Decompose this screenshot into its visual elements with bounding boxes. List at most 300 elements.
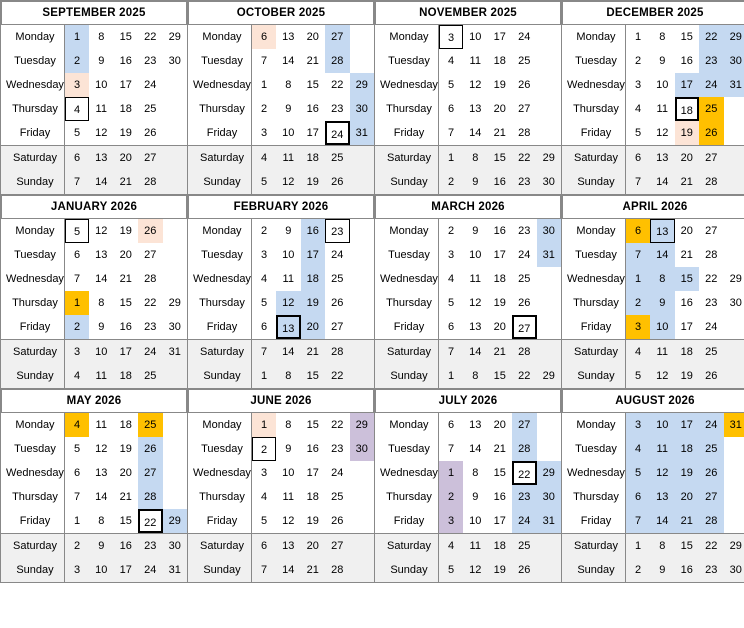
date-cell[interactable]	[537, 509, 562, 534]
date-cell[interactable]	[675, 534, 700, 559]
date-cell[interactable]	[650, 558, 675, 582]
date-cell[interactable]	[138, 49, 163, 73]
date-cell[interactable]	[699, 146, 724, 171]
date-cell[interactable]	[138, 170, 163, 194]
date-cell[interactable]	[724, 25, 744, 49]
date-cell[interactable]	[350, 73, 375, 97]
date-cell[interactable]	[699, 534, 724, 559]
date-cell[interactable]	[163, 534, 188, 559]
date-cell[interactable]	[463, 364, 488, 388]
date-cell[interactable]	[301, 267, 326, 291]
date-cell[interactable]	[276, 219, 301, 243]
date-cell[interactable]	[89, 219, 114, 243]
date-cell[interactable]	[650, 146, 675, 171]
date-cell[interactable]	[724, 49, 744, 73]
date-cell[interactable]	[439, 340, 464, 365]
date-cell[interactable]	[301, 413, 326, 437]
date-cell[interactable]	[439, 534, 464, 559]
date-cell[interactable]	[626, 509, 651, 534]
date-cell[interactable]	[252, 437, 277, 461]
date-cell[interactable]	[463, 170, 488, 194]
date-cell[interactable]	[675, 558, 700, 582]
date-cell[interactable]	[252, 340, 277, 365]
date-cell[interactable]	[724, 413, 744, 437]
date-cell[interactable]	[65, 364, 90, 388]
date-cell[interactable]	[114, 558, 139, 582]
date-cell[interactable]	[675, 219, 700, 243]
date-cell[interactable]	[325, 461, 350, 485]
date-cell[interactable]	[114, 170, 139, 194]
date-cell[interactable]	[512, 267, 537, 291]
date-cell[interactable]	[252, 315, 277, 340]
date-cell[interactable]	[138, 73, 163, 97]
date-cell[interactable]	[626, 534, 651, 559]
date-cell[interactable]	[675, 146, 700, 171]
date-cell[interactable]	[626, 25, 651, 49]
date-cell[interactable]	[276, 267, 301, 291]
date-cell[interactable]	[65, 413, 90, 437]
date-cell[interactable]	[114, 73, 139, 97]
date-cell[interactable]	[252, 25, 277, 49]
date-cell[interactable]	[439, 267, 464, 291]
date-cell[interactable]	[138, 315, 163, 340]
date-cell[interactable]	[488, 267, 513, 291]
date-cell[interactable]	[276, 364, 301, 388]
date-cell[interactable]	[65, 485, 90, 509]
date-cell[interactable]	[325, 146, 350, 171]
date-cell[interactable]	[463, 121, 488, 146]
date-cell[interactable]	[301, 219, 326, 243]
date-cell[interactable]	[699, 73, 724, 97]
date-cell[interactable]	[276, 291, 301, 315]
date-cell[interactable]	[163, 315, 188, 340]
date-cell[interactable]	[675, 364, 700, 388]
date-cell[interactable]	[699, 291, 724, 315]
date-cell[interactable]	[439, 364, 464, 388]
date-cell[interactable]	[439, 73, 464, 97]
date-cell[interactable]	[488, 170, 513, 194]
date-cell[interactable]	[301, 146, 326, 171]
date-cell[interactable]	[439, 461, 464, 485]
date-cell[interactable]	[89, 291, 114, 315]
date-cell[interactable]	[325, 170, 350, 194]
date-cell[interactable]	[650, 25, 675, 49]
date-cell[interactable]	[114, 364, 139, 388]
date-cell[interactable]	[89, 170, 114, 194]
date-cell[interactable]	[675, 49, 700, 73]
date-cell[interactable]	[252, 73, 277, 97]
date-cell[interactable]	[301, 364, 326, 388]
date-cell[interactable]	[252, 267, 277, 291]
date-cell[interactable]	[488, 509, 513, 534]
date-cell[interactable]	[301, 291, 326, 315]
date-cell[interactable]	[512, 73, 537, 97]
date-cell[interactable]	[350, 413, 375, 437]
date-cell[interactable]	[89, 267, 114, 291]
date-cell[interactable]	[626, 49, 651, 73]
date-cell[interactable]	[65, 243, 90, 267]
date-cell[interactable]	[488, 291, 513, 315]
date-cell[interactable]	[325, 340, 350, 365]
date-cell[interactable]	[650, 219, 675, 243]
date-cell[interactable]	[439, 243, 464, 267]
date-cell[interactable]	[626, 558, 651, 582]
date-cell[interactable]	[488, 413, 513, 437]
date-cell[interactable]	[325, 73, 350, 97]
date-cell[interactable]	[114, 461, 139, 485]
date-cell[interactable]	[114, 437, 139, 461]
date-cell[interactable]	[114, 534, 139, 559]
date-cell[interactable]	[163, 509, 188, 534]
date-cell[interactable]	[626, 170, 651, 194]
date-cell[interactable]	[163, 558, 188, 582]
date-cell[interactable]	[675, 413, 700, 437]
date-cell[interactable]	[699, 461, 724, 485]
date-cell[interactable]	[463, 413, 488, 437]
date-cell[interactable]	[89, 340, 114, 365]
date-cell[interactable]	[252, 219, 277, 243]
date-cell[interactable]	[650, 315, 675, 340]
date-cell[interactable]	[512, 534, 537, 559]
date-cell[interactable]	[325, 558, 350, 582]
date-cell[interactable]	[276, 315, 301, 340]
date-cell[interactable]	[626, 243, 651, 267]
date-cell[interactable]	[138, 146, 163, 171]
date-cell[interactable]	[626, 340, 651, 365]
date-cell[interactable]	[650, 291, 675, 315]
date-cell[interactable]	[512, 219, 537, 243]
date-cell[interactable]	[675, 291, 700, 315]
date-cell[interactable]	[439, 315, 464, 340]
date-cell[interactable]	[65, 437, 90, 461]
date-cell[interactable]	[89, 243, 114, 267]
date-cell[interactable]	[252, 49, 277, 73]
date-cell[interactable]	[537, 243, 562, 267]
date-cell[interactable]	[488, 534, 513, 559]
date-cell[interactable]	[512, 97, 537, 121]
date-cell[interactable]	[650, 340, 675, 365]
date-cell[interactable]	[626, 73, 651, 97]
date-cell[interactable]	[301, 340, 326, 365]
date-cell[interactable]	[138, 461, 163, 485]
date-cell[interactable]	[512, 364, 537, 388]
date-cell[interactable]	[650, 121, 675, 146]
date-cell[interactable]	[699, 97, 724, 121]
date-cell[interactable]	[252, 461, 277, 485]
date-cell[interactable]	[463, 25, 488, 49]
date-cell[interactable]	[325, 219, 350, 243]
date-cell[interactable]	[276, 243, 301, 267]
date-cell[interactable]	[138, 485, 163, 509]
date-cell[interactable]	[138, 558, 163, 582]
date-cell[interactable]	[301, 558, 326, 582]
date-cell[interactable]	[276, 49, 301, 73]
date-cell[interactable]	[439, 558, 464, 582]
date-cell[interactable]	[650, 170, 675, 194]
date-cell[interactable]	[252, 170, 277, 194]
date-cell[interactable]	[439, 146, 464, 171]
date-cell[interactable]	[699, 340, 724, 365]
date-cell[interactable]	[675, 25, 700, 49]
date-cell[interactable]	[488, 485, 513, 509]
date-cell[interactable]	[463, 437, 488, 461]
date-cell[interactable]	[724, 534, 744, 559]
date-cell[interactable]	[276, 534, 301, 559]
date-cell[interactable]	[650, 509, 675, 534]
date-cell[interactable]	[89, 558, 114, 582]
date-cell[interactable]	[537, 219, 562, 243]
date-cell[interactable]	[626, 437, 651, 461]
date-cell[interactable]	[626, 485, 651, 509]
date-cell[interactable]	[350, 121, 375, 146]
date-cell[interactable]	[675, 267, 700, 291]
date-cell[interactable]	[488, 121, 513, 146]
date-cell[interactable]	[252, 485, 277, 509]
date-cell[interactable]	[463, 73, 488, 97]
date-cell[interactable]	[626, 291, 651, 315]
date-cell[interactable]	[650, 413, 675, 437]
date-cell[interactable]	[650, 97, 675, 121]
date-cell[interactable]	[512, 121, 537, 146]
date-cell[interactable]	[350, 97, 375, 121]
date-cell[interactable]	[89, 509, 114, 534]
date-cell[interactable]	[650, 49, 675, 73]
date-cell[interactable]	[138, 413, 163, 437]
date-cell[interactable]	[89, 315, 114, 340]
date-cell[interactable]	[512, 340, 537, 365]
date-cell[interactable]	[439, 219, 464, 243]
date-cell[interactable]	[325, 364, 350, 388]
date-cell[interactable]	[626, 121, 651, 146]
date-cell[interactable]	[463, 219, 488, 243]
date-cell[interactable]	[675, 315, 700, 340]
date-cell[interactable]	[650, 243, 675, 267]
date-cell[interactable]	[463, 485, 488, 509]
date-cell[interactable]	[252, 121, 277, 146]
date-cell[interactable]	[138, 25, 163, 49]
date-cell[interactable]	[650, 267, 675, 291]
date-cell[interactable]	[301, 243, 326, 267]
date-cell[interactable]	[650, 534, 675, 559]
date-cell[interactable]	[114, 267, 139, 291]
date-cell[interactable]	[65, 315, 90, 340]
date-cell[interactable]	[89, 461, 114, 485]
date-cell[interactable]	[276, 461, 301, 485]
date-cell[interactable]	[325, 267, 350, 291]
date-cell[interactable]	[65, 558, 90, 582]
date-cell[interactable]	[138, 267, 163, 291]
date-cell[interactable]	[699, 49, 724, 73]
date-cell[interactable]	[626, 364, 651, 388]
date-cell[interactable]	[699, 485, 724, 509]
date-cell[interactable]	[65, 219, 90, 243]
date-cell[interactable]	[65, 146, 90, 171]
date-cell[interactable]	[114, 413, 139, 437]
date-cell[interactable]	[488, 364, 513, 388]
date-cell[interactable]	[65, 509, 90, 534]
date-cell[interactable]	[65, 461, 90, 485]
date-cell[interactable]	[114, 315, 139, 340]
date-cell[interactable]	[439, 413, 464, 437]
date-cell[interactable]	[350, 437, 375, 461]
date-cell[interactable]	[488, 73, 513, 97]
date-cell[interactable]	[89, 73, 114, 97]
date-cell[interactable]	[512, 437, 537, 461]
date-cell[interactable]	[325, 534, 350, 559]
date-cell[interactable]	[114, 97, 139, 121]
date-cell[interactable]	[626, 267, 651, 291]
date-cell[interactable]	[537, 170, 562, 194]
date-cell[interactable]	[463, 558, 488, 582]
date-cell[interactable]	[537, 485, 562, 509]
date-cell[interactable]	[276, 413, 301, 437]
date-cell[interactable]	[488, 49, 513, 73]
date-cell[interactable]	[699, 509, 724, 534]
date-cell[interactable]	[89, 437, 114, 461]
date-cell[interactable]	[276, 558, 301, 582]
date-cell[interactable]	[276, 170, 301, 194]
date-cell[interactable]	[301, 97, 326, 121]
date-cell[interactable]	[488, 97, 513, 121]
date-cell[interactable]	[276, 121, 301, 146]
date-cell[interactable]	[301, 509, 326, 534]
date-cell[interactable]	[512, 558, 537, 582]
date-cell[interactable]	[439, 437, 464, 461]
date-cell[interactable]	[252, 558, 277, 582]
date-cell[interactable]	[325, 49, 350, 73]
date-cell[interactable]	[512, 25, 537, 49]
date-cell[interactable]	[276, 97, 301, 121]
date-cell[interactable]	[724, 291, 744, 315]
date-cell[interactable]	[675, 170, 700, 194]
date-cell[interactable]	[65, 73, 90, 97]
date-cell[interactable]	[463, 509, 488, 534]
date-cell[interactable]	[163, 49, 188, 73]
date-cell[interactable]	[89, 121, 114, 146]
date-cell[interactable]	[138, 121, 163, 146]
date-cell[interactable]	[163, 25, 188, 49]
date-cell[interactable]	[699, 413, 724, 437]
date-cell[interactable]	[325, 437, 350, 461]
date-cell[interactable]	[114, 340, 139, 365]
date-cell[interactable]	[114, 219, 139, 243]
date-cell[interactable]	[163, 340, 188, 365]
date-cell[interactable]	[463, 49, 488, 73]
date-cell[interactable]	[512, 413, 537, 437]
date-cell[interactable]	[301, 485, 326, 509]
date-cell[interactable]	[463, 340, 488, 365]
date-cell[interactable]	[439, 97, 464, 121]
date-cell[interactable]	[138, 340, 163, 365]
date-cell[interactable]	[650, 364, 675, 388]
date-cell[interactable]	[675, 437, 700, 461]
date-cell[interactable]	[325, 25, 350, 49]
date-cell[interactable]	[626, 219, 651, 243]
date-cell[interactable]	[699, 267, 724, 291]
date-cell[interactable]	[276, 485, 301, 509]
date-cell[interactable]	[463, 243, 488, 267]
date-cell[interactable]	[138, 437, 163, 461]
date-cell[interactable]	[252, 97, 277, 121]
date-cell[interactable]	[699, 25, 724, 49]
date-cell[interactable]	[138, 291, 163, 315]
date-cell[interactable]	[138, 219, 163, 243]
date-cell[interactable]	[463, 291, 488, 315]
date-cell[interactable]	[650, 73, 675, 97]
date-cell[interactable]	[276, 25, 301, 49]
date-cell[interactable]	[325, 243, 350, 267]
date-cell[interactable]	[138, 509, 163, 534]
date-cell[interactable]	[675, 509, 700, 534]
date-cell[interactable]	[301, 437, 326, 461]
date-cell[interactable]	[138, 534, 163, 559]
date-cell[interactable]	[114, 291, 139, 315]
date-cell[interactable]	[488, 461, 513, 485]
date-cell[interactable]	[439, 170, 464, 194]
date-cell[interactable]	[252, 364, 277, 388]
date-cell[interactable]	[114, 146, 139, 171]
date-cell[interactable]	[463, 146, 488, 171]
date-cell[interactable]	[276, 340, 301, 365]
date-cell[interactable]	[626, 413, 651, 437]
date-cell[interactable]	[512, 509, 537, 534]
date-cell[interactable]	[724, 558, 744, 582]
date-cell[interactable]	[626, 461, 651, 485]
date-cell[interactable]	[675, 461, 700, 485]
date-cell[interactable]	[626, 97, 651, 121]
date-cell[interactable]	[252, 146, 277, 171]
date-cell[interactable]	[699, 437, 724, 461]
date-cell[interactable]	[65, 291, 90, 315]
date-cell[interactable]	[488, 315, 513, 340]
date-cell[interactable]	[463, 315, 488, 340]
date-cell[interactable]	[650, 485, 675, 509]
date-cell[interactable]	[114, 25, 139, 49]
date-cell[interactable]	[276, 146, 301, 171]
date-cell[interactable]	[138, 364, 163, 388]
date-cell[interactable]	[276, 73, 301, 97]
date-cell[interactable]	[488, 25, 513, 49]
date-cell[interactable]	[325, 121, 350, 146]
date-cell[interactable]	[89, 485, 114, 509]
date-cell[interactable]	[512, 315, 537, 340]
date-cell[interactable]	[724, 73, 744, 97]
date-cell[interactable]	[699, 219, 724, 243]
date-cell[interactable]	[512, 461, 537, 485]
date-cell[interactable]	[301, 461, 326, 485]
date-cell[interactable]	[512, 243, 537, 267]
date-cell[interactable]	[537, 364, 562, 388]
date-cell[interactable]	[325, 315, 350, 340]
date-cell[interactable]	[114, 121, 139, 146]
date-cell[interactable]	[699, 243, 724, 267]
date-cell[interactable]	[114, 485, 139, 509]
date-cell[interactable]	[699, 170, 724, 194]
date-cell[interactable]	[512, 146, 537, 171]
date-cell[interactable]	[675, 340, 700, 365]
date-cell[interactable]	[325, 97, 350, 121]
date-cell[interactable]	[301, 121, 326, 146]
date-cell[interactable]	[276, 509, 301, 534]
date-cell[interactable]	[626, 146, 651, 171]
date-cell[interactable]	[301, 170, 326, 194]
date-cell[interactable]	[699, 558, 724, 582]
date-cell[interactable]	[675, 485, 700, 509]
date-cell[interactable]	[65, 97, 90, 121]
date-cell[interactable]	[488, 146, 513, 171]
date-cell[interactable]	[301, 49, 326, 73]
date-cell[interactable]	[325, 291, 350, 315]
